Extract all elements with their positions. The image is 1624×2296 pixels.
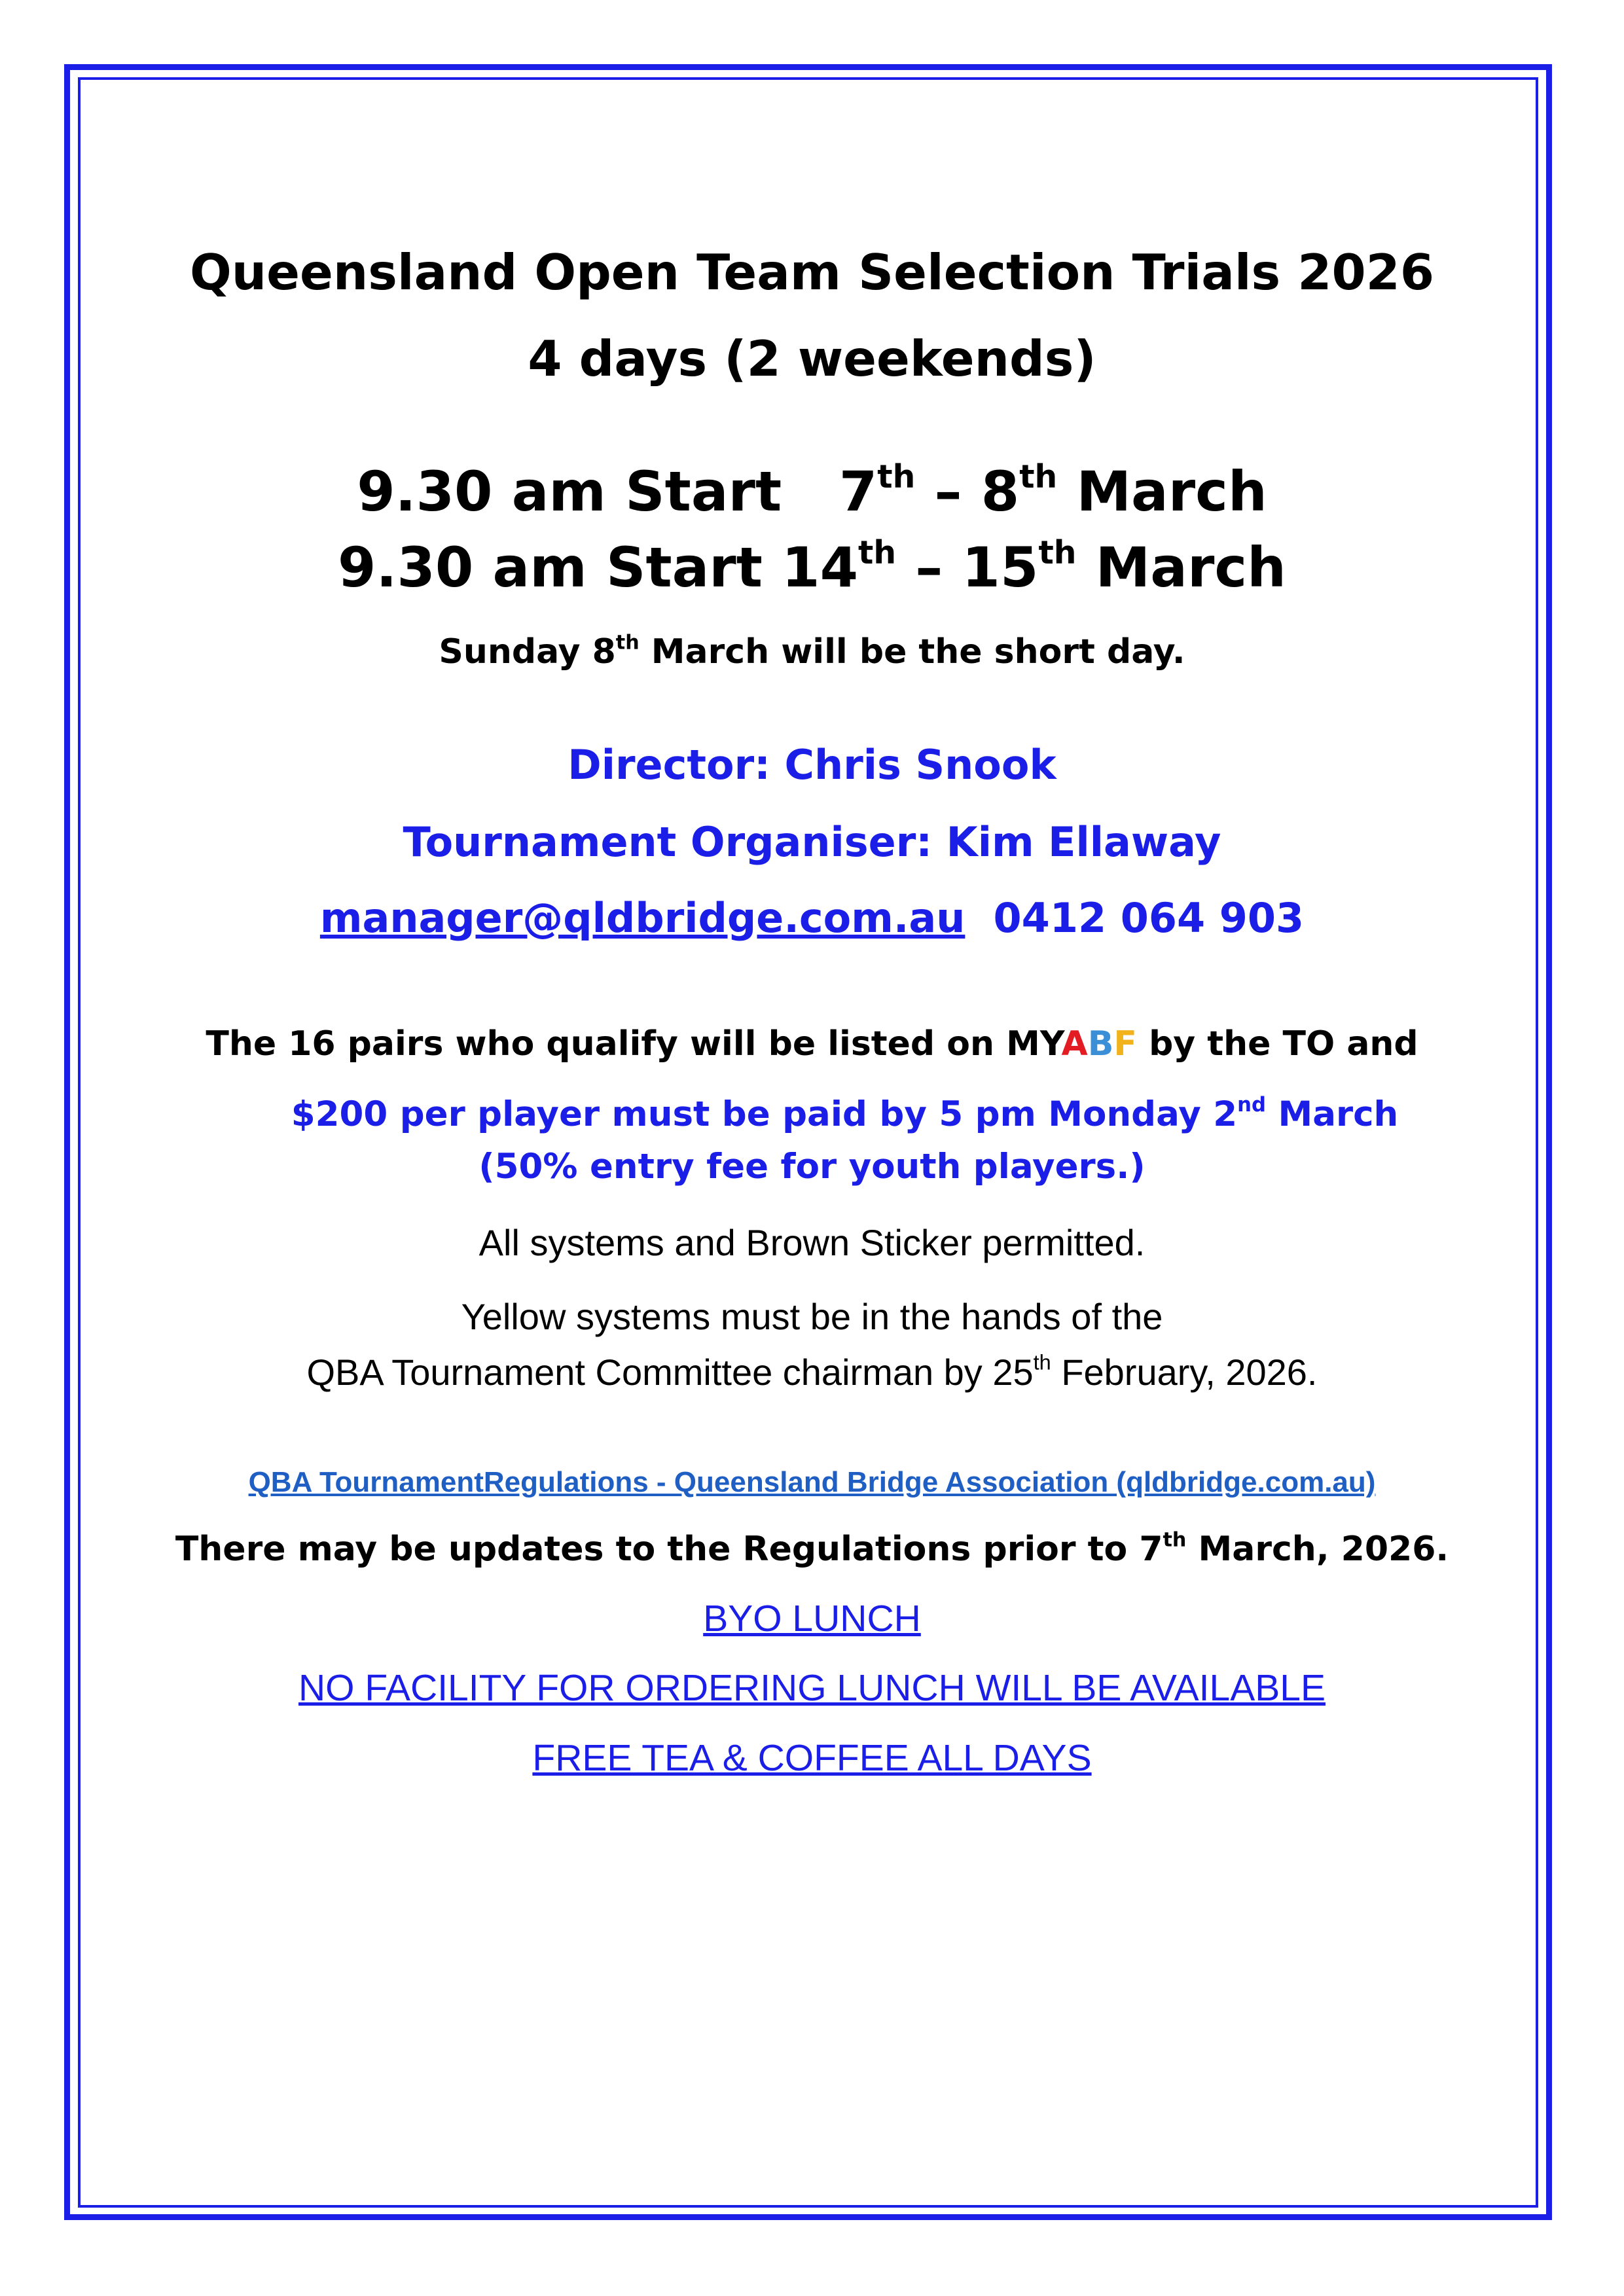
- page-subtitle: 4 days (2 weekends): [528, 330, 1096, 387]
- no-facility-link[interactable]: NO FACILITY FOR ORDERING LUNCH WILL BE AVAILABLE: [298, 1667, 1326, 1709]
- fee-line: $200 per player must be paid by 5 pm Monday 2nd March: [291, 1092, 1399, 1134]
- abf-letter-b: B: [1087, 1024, 1114, 1064]
- yellow-systems-line: Yellow systems must be in the hands of the: [461, 1296, 1163, 1337]
- regulations-update-note: There may be updates to the Regulations prior to 7th March, 2026.: [175, 1528, 1449, 1569]
- email-link[interactable]: manager@qldbridge.com.au: [319, 894, 965, 942]
- free-tea-link[interactable]: FREE TEA & COFFEE ALL DAYS: [532, 1737, 1092, 1779]
- director-line: Director: Chris Snook: [568, 741, 1056, 789]
- qualify-line: The 16 pairs who qualify will be listed on MYABF by the TO and: [206, 1024, 1418, 1064]
- contact-details: [0, 894, 1624, 942]
- schedule-weekend-2: 9.30 am Start 14th – 15th March: [338, 534, 1286, 600]
- chairman-deadline-line: QBA Tournament Committee chairman by 25th February, 2026.: [306, 1350, 1318, 1393]
- page-border-inner: [78, 77, 1538, 2208]
- short-day-note: Sunday 8th March will be the short day.: [439, 631, 1185, 672]
- page-title: Queensland Open Team Selection Trials 2026: [189, 243, 1435, 301]
- organiser-line: Tournament Organiser: Kim Ellaway: [403, 818, 1221, 866]
- byo-lunch-link[interactable]: BYO LUNCH: [703, 1598, 921, 1640]
- systems-line: All systems and Brown Sticker permitted.: [478, 1222, 1146, 1263]
- schedule-weekend-1: 9.30 am Start 7th – 8th March: [357, 458, 1267, 524]
- abf-letter-f: F: [1113, 1024, 1137, 1064]
- abf-letter-a: A: [1061, 1024, 1088, 1064]
- regulations-link[interactable]: QBA TournamentRegulations - Queensland Bridge Association (qldbridge.com.au): [248, 1466, 1376, 1498]
- phone-number: 0412 064 903: [993, 894, 1305, 942]
- youth-fee-line: (50% entry fee for youth players.): [478, 1147, 1146, 1187]
